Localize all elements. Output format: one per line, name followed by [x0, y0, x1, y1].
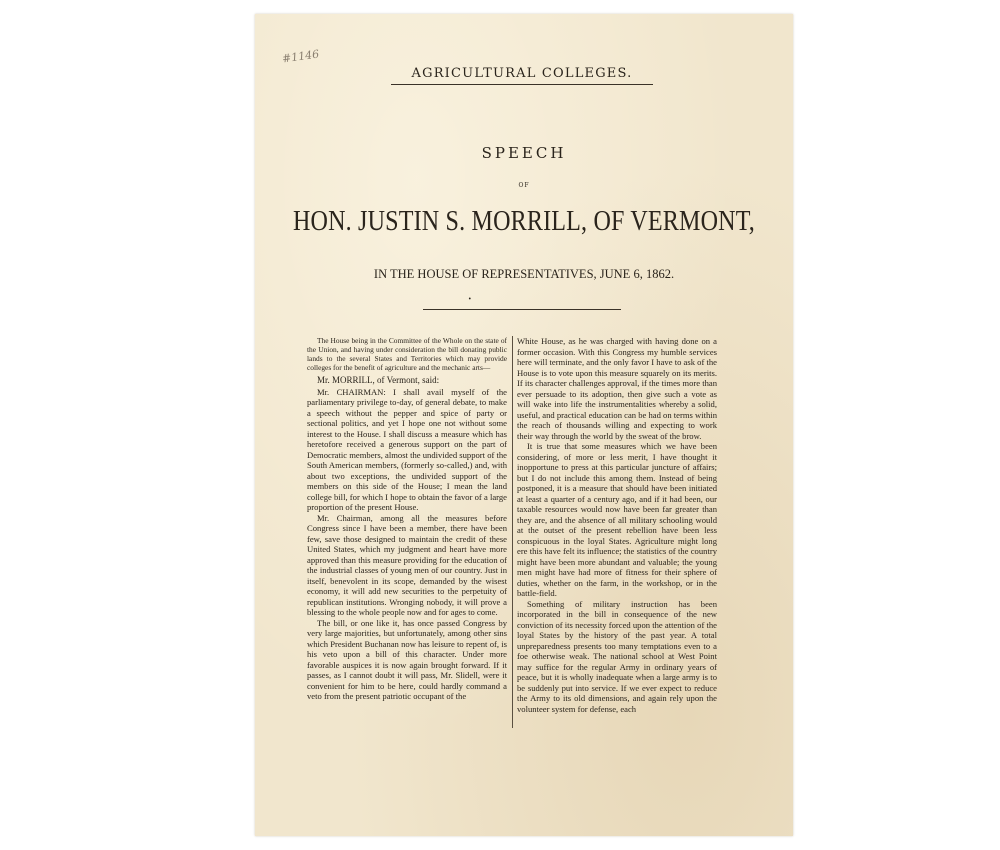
paragraph: Mr. Chairman, among all the measures before Congress since I have been a member, there have been few, save those designed to maintain the credit of these United States, which my judgment and heart have more approved than this measure providing for the education of the industrial classes of young men of our country. Just in itself, benevolent in its scope, demanded by the wisest economy, it will add new securities to the perpetuity of republican institutions. Wronging nobody, it will prove a blessing to the whole people now and for ages to come.	[307, 512, 507, 617]
speaker-line: Mr. MORRILL, of Vermont, said:	[317, 375, 440, 385]
running-head: AGRICULTURAL COLLEGES.	[391, 66, 653, 85]
heading-of: OF	[518, 182, 530, 189]
intro-paragraph: The House being in the Committee of the Whole on the state of the Union, and having under consideration the bill donating public lands to the several States and Territories which may provide colleges for the benefit of agriculture and the mechanic arts—	[307, 336, 507, 372]
heading-rule	[423, 309, 621, 310]
paragraph: Something of military instruction has been incorporated in the bill in consequence of the new conviction of its necessity forced upon the attention of the loyal States by the history of the past year. A total unpreparedness presents too many temptations even to a foe otherwise weak. The national school at West Point may suffice for the regular Army in ordinary years of peace, but it is wholly inadequate when a large army is to be suddenly put into service. If we ever expect to reduce the Army to its old dimensions, and again rely upon the volunteer system for defense, each	[517, 598, 717, 714]
paragraph: Mr. CHAIRMAN: I shall avail myself of the parliamentary privilege to-day, of general debate, to make a speech without the pepper and spice of party or sectional politics, and yet I hope one not without some interest to the House. I shall discuss a measure which has heretofore received a generous support on the part of Democratic members, almost the undivided support of the South American members, (formerly so-called,) and, with about two exceptions, the undivided support of the members on this side of the House; I mean the land college bill, for which I hope to obtain the favor of a large proportion of the present House.	[307, 386, 507, 512]
paragraph: White House, as he was charged with having done on a former occasion. With this Congress my humble services here will terminate, and the only favor I have to ask of the House is to vote upon this measure squarely on its merits. If its character challenges approval, if the times more than ever persuade to its adoption, then give such a vote as will wake into life the instrumentalities whereby a solid, useful, and practical education can be had on terms within the reach of thousands willing and expecting to work their way through the world by the sweat of the brow.	[517, 336, 717, 441]
text-column-right	[517, 336, 717, 714]
heading-name: HON. JUSTIN S. MORRILL, OF VERMONT,	[292, 206, 756, 237]
ornament-dot: •	[468, 296, 472, 303]
paragraph: It is true that some measures which we have been considering, of more or less merit, I have thought it inopportune to press at this particular juncture of affairs; but I do not include this among them. Instead of being postponed, it is a measure that should have been initiated at least a quarter of a century ago, and if it had been, our taxable resources would now have been far greater than they are, and the absence of all military schooling would at the outset of the present rebellion have been less conspicuous in the loyal States. Agriculture might long ere this have felt its influence; the statistics of the country might have been more abundant and valuable; the young men might have had more of fitness for their sphere of duties, whether on the farm, in the workshop, or in the battle-field.	[517, 441, 717, 598]
text-column-left	[307, 336, 507, 702]
handwritten-annotation: #1146	[281, 47, 320, 66]
heading-speech: SPEECH	[481, 144, 567, 162]
heading-venue: IN THE HOUSE OF REPRESENTATIVES, JUNE 6, 1862.	[373, 267, 675, 281]
column-divider	[512, 336, 513, 728]
document-page	[255, 14, 793, 836]
paragraph: The bill, or one like it, has once passed Congress by very large majorities, but unfortunately, among other sins which President Buchanan now has leisure to repent of, is his veto upon a bill of this character. Under more favorable auspices it is now again brought forward. If it passes, as I cannot doubt it will pass, Mr. Slidell, were it convenient for him to be here, could hardly command a veto from the present patriotic occupant of the	[307, 617, 507, 701]
